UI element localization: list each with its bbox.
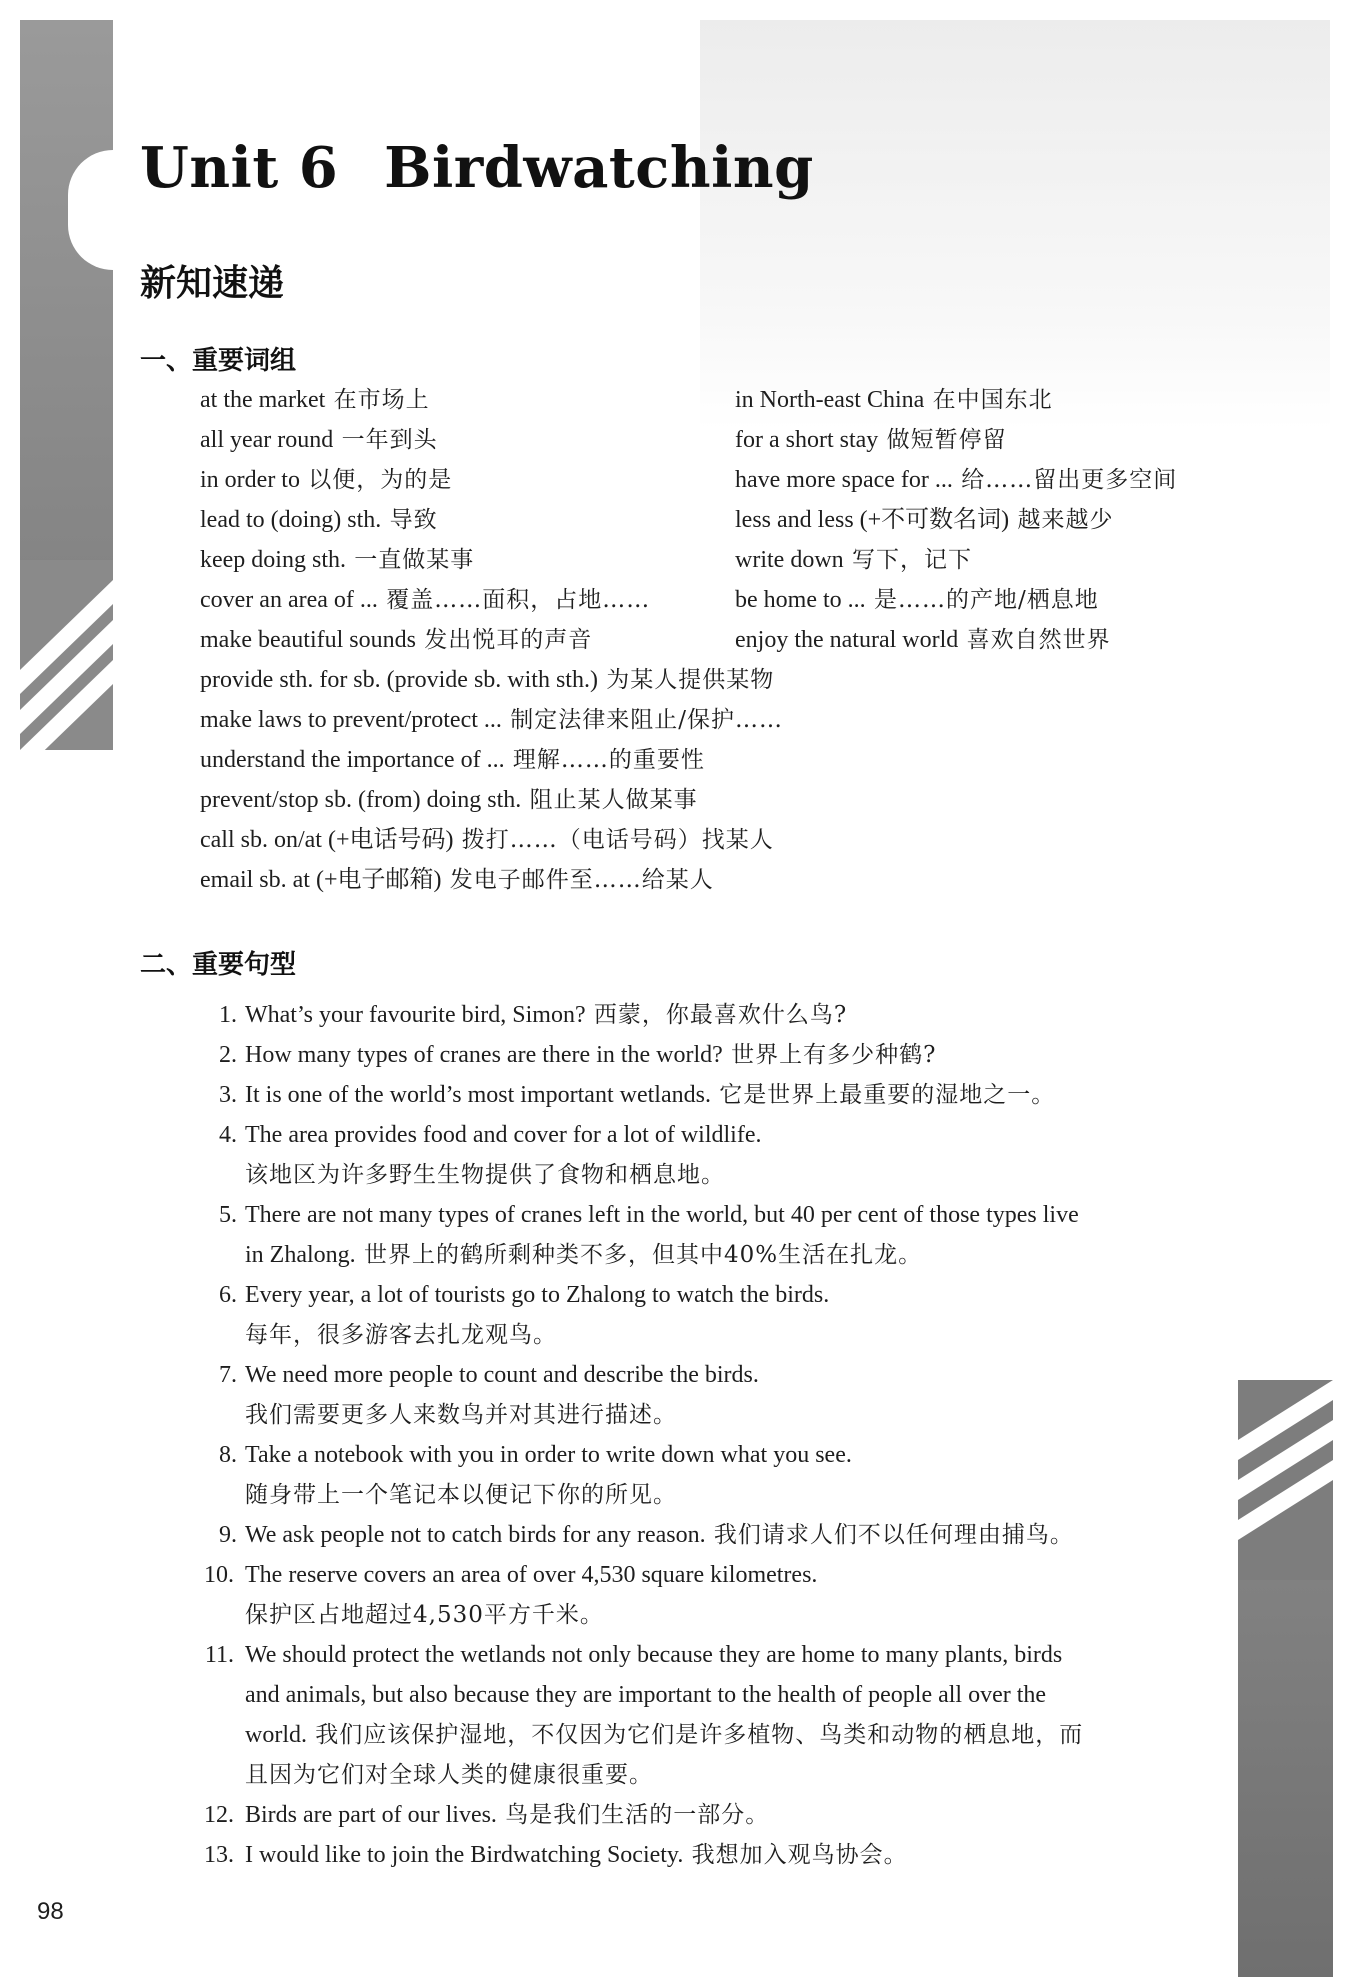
sentence-line <box>245 1600 604 1630</box>
phrase-en: be home to ... <box>735 587 866 613</box>
sentence-en: How many types of cranes are there in the world? <box>245 1042 723 1068</box>
phrase-cn: 理解……的重要性 <box>504 747 705 773</box>
phrase-cn: 制定法律来阻止/保护…… <box>501 707 783 733</box>
sentence-cn: 我们需要更多人来数鸟并对其进行描述。 <box>245 1402 677 1428</box>
sentence-cn: 我想加入观鸟协会。 <box>683 1842 908 1868</box>
sentence-en: The reserve covers an area of over 4,530 square kilometres. <box>245 1562 818 1588</box>
sentence-en: I would like to join the Birdwatching Society. <box>245 1842 684 1868</box>
phrase-cn: 覆盖……面积，占地…… <box>377 587 651 613</box>
sentence-cn: 保护区占地超过4,530平方千米。 <box>245 1602 604 1628</box>
section-title: 新知速递 <box>140 263 285 304</box>
sentence-number: 12. <box>204 1802 234 1828</box>
unit-title <box>140 135 814 201</box>
phrase-cn: 拨打……（电话号码）找某人 <box>453 827 774 853</box>
sentence-cn: 我们请求人们不以任何理由捕鸟。 <box>705 1522 1074 1548</box>
phrase-cn: 写下，记下 <box>843 547 972 573</box>
page-number: 98 <box>37 1898 64 1925</box>
phrase-cn: 在市场上 <box>325 387 430 413</box>
unit-topic: Birdwatching <box>384 135 814 201</box>
sentence-cn: 世界上有多少种鹤? <box>722 1042 937 1068</box>
sentence-number: 13. <box>204 1842 234 1868</box>
phrase-en: have more space for ... <box>735 467 953 493</box>
sentence-en: Every year, a lot of tourists go to Zhalong to watch the birds. <box>245 1282 830 1308</box>
phrase-en: for a short stay <box>735 427 879 453</box>
phrase-en: keep doing sth. <box>200 547 346 573</box>
sentence-number: 5. <box>219 1202 237 1228</box>
phrase-cn: 为某人提供某物 <box>597 667 775 693</box>
sentence-cn: 该地区为许多野生生物提供了食物和栖息地。 <box>245 1162 725 1188</box>
phrase-cn: 一直做某事 <box>345 547 475 573</box>
phrase-item <box>735 585 1099 615</box>
sentence-line <box>245 1480 677 1510</box>
phrase-en: prevent/stop sb. (from) doing sth. <box>200 787 522 813</box>
sentence-line <box>245 1840 908 1870</box>
phrase-en: cover an area of ... <box>200 587 378 613</box>
phrase-en: email sb. at (+电子邮箱) <box>200 867 442 893</box>
phrase-item <box>735 385 1053 415</box>
phrase-en: in North-east China <box>735 387 925 413</box>
sentence-line <box>245 1320 557 1350</box>
sentence-line <box>245 1400 677 1430</box>
phrase-cn: 阻止某人做某事 <box>521 787 698 813</box>
right-stripes-decoration <box>1238 1380 1333 1580</box>
sentence-line <box>245 1560 817 1590</box>
phrase-item <box>200 665 774 695</box>
sentence-en: in Zhalong. <box>245 1242 356 1268</box>
sentence-number: 11. <box>204 1642 234 1668</box>
sentence-number: 9. <box>219 1522 237 1548</box>
sentence-en: and animals, but also because they are important to the health of people all over the <box>245 1682 1047 1708</box>
sentence-en: We should protect the wetlands not only because they are home to many plants, birds <box>245 1642 1063 1668</box>
sentence-number: 1. <box>219 1002 237 1028</box>
sentence-line <box>245 1000 847 1030</box>
phrase-item <box>735 465 1177 495</box>
phrase-en: all year round <box>200 427 334 453</box>
sentence-line <box>245 1200 1079 1230</box>
phrase-item <box>200 425 438 455</box>
sentence-cn: 鸟是我们生活的一部分。 <box>496 1802 770 1828</box>
sentence-en: We ask people not to catch birds for any reason. <box>245 1522 706 1548</box>
phrase-en: provide sth. for sb. (provide sb. with sth.) <box>200 667 598 693</box>
unit-label: Unit 6 <box>140 135 339 201</box>
sentence-number: 6. <box>219 1282 237 1308</box>
phrase-item <box>200 745 705 775</box>
left-stripes-decoration <box>20 560 113 750</box>
sentence-number: 7. <box>219 1362 237 1388</box>
phrase-cn: 在中国东北 <box>924 387 1053 413</box>
phrase-cn: 发出悦耳的声音 <box>415 627 593 653</box>
phrase-en: make laws to prevent/protect ... <box>200 707 502 733</box>
phrase-item <box>735 545 972 575</box>
sentence-line <box>245 1720 1083 1750</box>
sentence-en: There are not many types of cranes left in the world, but 40 per cent of those types live <box>245 1202 1079 1228</box>
sentence-en: It is one of the world’s most important wetlands. <box>245 1082 711 1108</box>
sentence-en: Birds are part of our lives. <box>245 1802 497 1828</box>
sentence-line <box>245 1120 761 1150</box>
phrase-item <box>200 825 774 855</box>
phrase-en: enjoy the natural world <box>735 627 959 653</box>
sentence-line <box>245 1240 922 1270</box>
sentence-line <box>245 1360 759 1390</box>
phrase-item <box>735 625 1111 655</box>
sentence-cn: 随身带上一个笔记本以便记下你的所见。 <box>245 1482 677 1508</box>
sentence-number: 10. <box>204 1562 234 1588</box>
sentence-cn: 我们应该保护湿地，不仅因为它们是许多植物、鸟类和动物的栖息地，而 <box>307 1722 1084 1748</box>
phrase-item <box>200 505 438 535</box>
phrase-item <box>200 865 714 895</box>
phrase-item <box>200 385 430 415</box>
phrase-en: lead to (doing) sth. <box>200 507 382 533</box>
sentence-en: Take a notebook with you in order to write down what you see. <box>245 1442 852 1468</box>
phrase-item <box>200 585 650 615</box>
phrase-cn: 越来越少 <box>1009 507 1114 533</box>
phrase-cn: 做短暂停留 <box>878 427 1007 453</box>
phrase-cn: 是……的产地/栖息地 <box>865 587 1099 613</box>
sentence-line <box>245 1520 1074 1550</box>
sentence-cn: 西蒙，你最喜欢什么鸟? <box>585 1002 848 1028</box>
sentence-cn: 且因为它们对全球人类的健康很重要。 <box>245 1762 653 1788</box>
phrase-item <box>200 785 698 815</box>
sentence-line <box>245 1800 769 1830</box>
phrase-cn: 一年到头 <box>333 427 438 453</box>
sentence-line <box>245 1040 936 1070</box>
part2-heading: 二、重要句型 <box>140 950 297 980</box>
phrase-cn: 给……留出更多空间 <box>952 467 1178 493</box>
phrase-en: call sb. on/at (+电话号码) <box>200 827 454 853</box>
sentence-number: 3. <box>219 1082 237 1108</box>
phrase-en: at the market <box>200 387 326 413</box>
phrase-en: write down <box>735 547 844 573</box>
phrase-item <box>735 425 1007 455</box>
sentence-number: 4. <box>219 1122 237 1148</box>
sentence-line <box>245 1640 1062 1670</box>
sentence-en: The area provides food and cover for a lot of wildlife. <box>245 1122 762 1148</box>
phrase-en: understand the importance of ... <box>200 747 505 773</box>
sentence-line <box>245 1280 829 1310</box>
phrase-cn: 导致 <box>381 507 438 533</box>
sentence-en: world. <box>245 1722 307 1748</box>
phrase-item <box>735 505 1113 535</box>
phrase-cn: 发电子邮件至……给某人 <box>441 867 714 893</box>
phrase-item <box>200 465 452 495</box>
phrase-item <box>200 545 474 575</box>
sentence-cn: 它是世界上最重要的湿地之一。 <box>710 1082 1056 1108</box>
sentence-line <box>245 1080 1055 1110</box>
sentence-line <box>245 1440 852 1470</box>
sentence-en: What’s your favourite bird, Simon? <box>245 1002 586 1028</box>
sentence-line <box>245 1680 1046 1710</box>
phrase-item <box>200 705 783 735</box>
phrase-en: make beautiful sounds <box>200 627 416 653</box>
sentence-line <box>245 1760 653 1790</box>
part1-heading: 一、重要词组 <box>140 346 297 376</box>
phrase-en: less and less (+不可数名词) <box>735 507 1010 533</box>
phrase-cn: 以便，为的是 <box>299 467 453 493</box>
sentence-cn: 世界上的鹤所剩种类不多，但其中40%生活在扎龙。 <box>355 1242 923 1268</box>
sentence-number: 8. <box>219 1442 237 1468</box>
sentence-line <box>245 1160 725 1190</box>
sentence-en: We need more people to count and describe the birds. <box>245 1362 759 1388</box>
title-background-pattern <box>700 20 1330 430</box>
phrase-item <box>200 625 592 655</box>
phrase-cn: 喜欢自然世界 <box>958 627 1111 653</box>
phrase-en: in order to <box>200 467 300 493</box>
sentence-number: 2. <box>219 1042 237 1068</box>
sentence-cn: 每年，很多游客去扎龙观鸟。 <box>245 1322 557 1348</box>
